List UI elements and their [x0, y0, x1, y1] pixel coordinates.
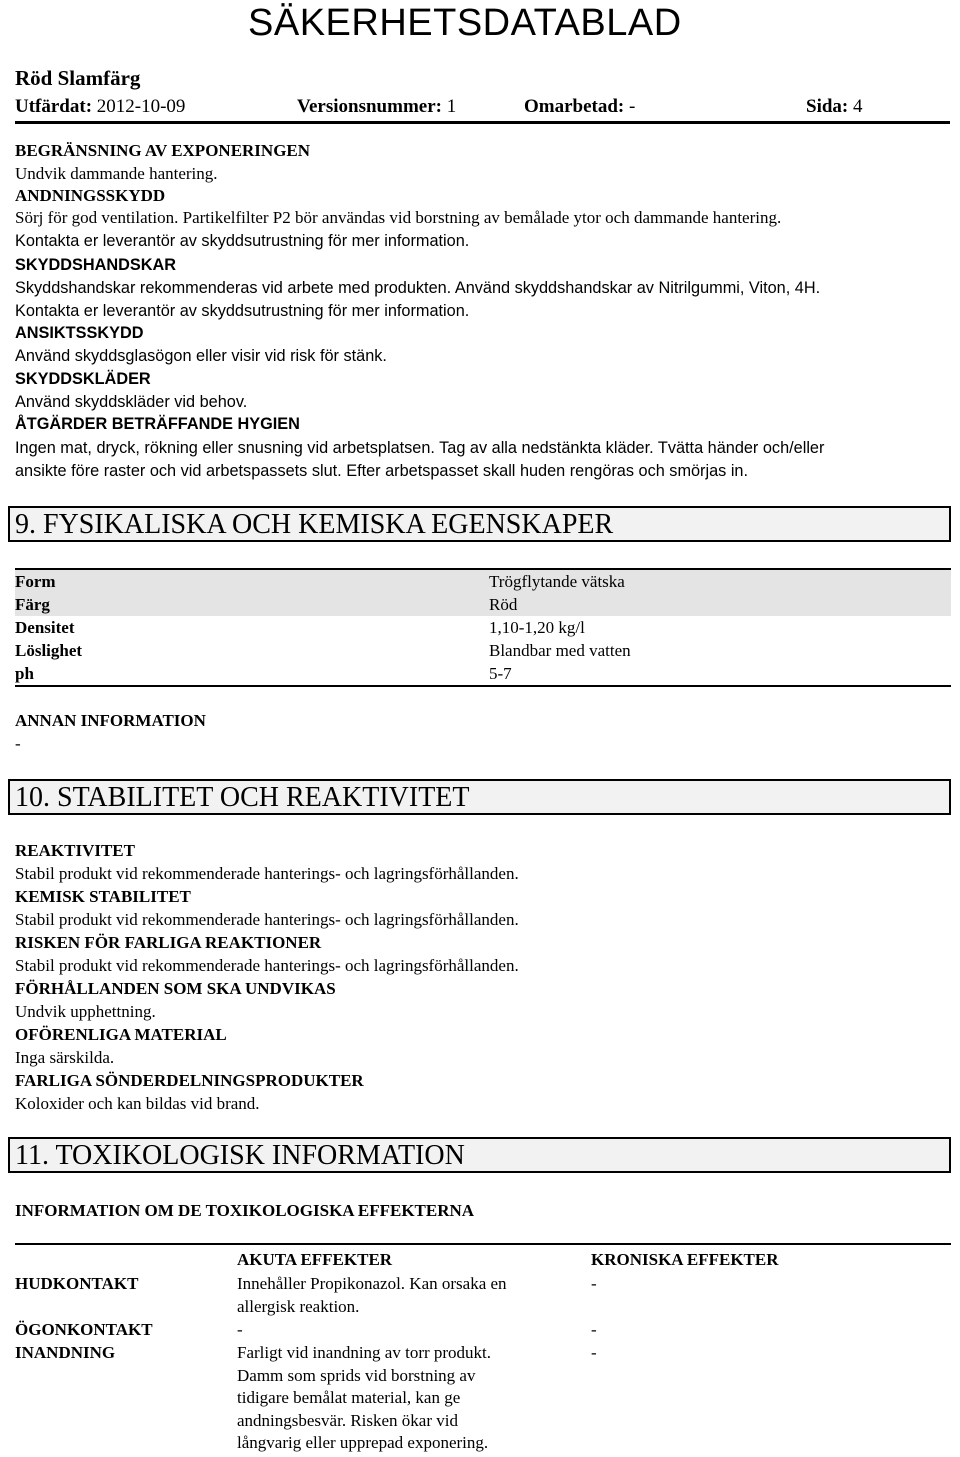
- column-header-chronic: KRONISKA EFFEKTER: [591, 1250, 779, 1269]
- version-label: Versionsnummer:: [297, 96, 442, 117]
- clothing-text: Använd skyddskläder vid behov.: [15, 393, 248, 411]
- property-row: [15, 593, 951, 616]
- eye-chronic: -: [591, 1320, 597, 1339]
- decomposition-products-text: Koloxider och kan bildas vid brand.: [15, 1094, 260, 1113]
- exposure-heading: BEGRÄNSNING AV EXPONERINGEN: [15, 141, 311, 160]
- hazardous-reactions-heading: RISKEN FÖR FARLIGA REAKTIONER: [15, 933, 322, 952]
- page-number: [806, 95, 863, 119]
- eye-acute: -: [237, 1320, 243, 1339]
- chemical-stability-heading: KEMISK STABILITET: [15, 887, 191, 906]
- other-information-heading: ANNAN INFORMATION: [15, 711, 206, 730]
- section-11-title: 11. TOXIKOLOGISK INFORMATION: [15, 1140, 465, 1171]
- product-name: Röd Slamfärg: [15, 66, 141, 90]
- exposure-text: Undvik dammande hantering.: [15, 164, 218, 183]
- version-number: [297, 95, 456, 119]
- conditions-to-avoid-text: Undvik upphettning.: [15, 1002, 156, 1021]
- property-value: 5-7: [489, 664, 512, 683]
- gloves-text-1: Skyddshandskar rekommenderas vid arbete med produkten. Använd skyddshandskar av Nitrilgummi, Viton, 4H.: [15, 279, 821, 297]
- route-inhalation: INANDNING: [15, 1343, 116, 1362]
- page-value: 4: [853, 96, 863, 117]
- property-value: Röd: [489, 595, 518, 614]
- route-eye-contact: ÖGONKONTAKT: [15, 1320, 153, 1339]
- respiratory-text-2: Kontakta er leverantör av skyddsutrustning för mer information.: [15, 232, 470, 250]
- gloves-heading: SKYDDSHANDSKAR: [15, 256, 177, 274]
- inhalation-acute-line-5: långvarig eller upprepad exponering.: [237, 1433, 489, 1452]
- skin-chronic: -: [591, 1274, 597, 1293]
- property-value: Trögflytande vätska: [489, 572, 625, 591]
- inhalation-chronic: -: [591, 1343, 597, 1362]
- header-divider: [15, 121, 950, 124]
- toxicology-table: [15, 1243, 951, 1452]
- respiratory-heading: ANDNINGSSKYDD: [15, 186, 166, 205]
- hazardous-reactions-text: Stabil produkt vid rekommenderade hanterings- och lagringsförhållanden.: [15, 956, 519, 975]
- hygiene-heading: ÅTGÄRDER BETRÄFFANDE HYGIEN: [15, 415, 300, 433]
- conditions-to-avoid-heading: FÖRHÅLLANDEN SOM SKA UNDVIKAS: [15, 979, 336, 998]
- issued-label: Utfärdat:: [15, 96, 93, 117]
- properties-table: [15, 568, 951, 687]
- page-label: Sida:: [806, 96, 849, 117]
- inhalation-acute-line-2: Damm som sprids vid borstning av: [237, 1365, 476, 1385]
- revised-label: Omarbetad:: [524, 96, 625, 117]
- property-label: Färg: [15, 595, 50, 614]
- property-row: [15, 662, 951, 685]
- chemical-stability-text: Stabil produkt vid rekommenderade hanterings- och lagringsförhållanden.: [15, 910, 519, 929]
- inhalation-acute-line-1: Farligt vid inandning av torr produkt.: [237, 1343, 492, 1362]
- reactivity-heading: REAKTIVITET: [15, 841, 135, 860]
- inhalation-acute-line-3: tidigare bemålat material, kan ge: [237, 1388, 461, 1407]
- decomposition-products-heading: FARLIGA SÖNDERDELNINGSPRODUKTER: [15, 1071, 364, 1090]
- property-row: [15, 616, 951, 639]
- face-protection-heading: ANSIKTSSKYDD: [15, 324, 144, 342]
- clothing-heading: SKYDDSKLÄDER: [15, 370, 151, 388]
- section-9-title: 9. FYSIKALISKA OCH KEMISKA EGENSKAPER: [15, 509, 614, 540]
- property-label: Form: [15, 572, 56, 591]
- toxicological-effects-heading: INFORMATION OM DE TOXIKOLOGISKA EFFEKTERNA: [15, 1201, 475, 1220]
- section-10-title: 10. STABILITET OCH REAKTIVITET: [15, 782, 470, 813]
- version-value: 1: [446, 96, 457, 117]
- property-value: 1,10-1,20 kg/l: [489, 618, 585, 637]
- skin-acute-line-1: Innehåller Propikonazol. Kan orsaka en: [237, 1274, 507, 1293]
- hygiene-text-2: ansikte före raster och vid arbetspassets slut. Efter arbetspasset skall huden rengöras och smörjas in.: [15, 462, 749, 480]
- inhalation-acute-line-4: andningsbesvär. Risken ökar vid: [237, 1410, 458, 1430]
- other-information-value: -: [15, 734, 21, 753]
- property-label: Löslighet: [15, 641, 83, 660]
- property-row: [15, 639, 951, 662]
- hygiene-text-1: Ingen mat, dryck, rökning eller snusning vid arbetsplatsen. Tag av alla nedstänkta kläder. Tvätta händer och/eller: [15, 439, 825, 457]
- column-header-acute: AKUTA EFFEKTER: [237, 1250, 393, 1269]
- section-10-header: [8, 779, 951, 815]
- route-skin-contact: HUDKONTAKT: [15, 1274, 139, 1293]
- respiratory-text-1: Sörj för god ventilation. Partikelfilter P2 bör användas vid borstning av bemålade ytor och dammande hantering.: [15, 208, 782, 227]
- section-9-header: [8, 506, 951, 542]
- revised-date: [524, 95, 635, 119]
- property-label: ph: [15, 664, 34, 683]
- skin-acute-line-2: allergisk reaktion.: [237, 1296, 360, 1316]
- incompatible-materials-text: Inga särskilda.: [15, 1048, 115, 1067]
- property-value: Blandbar med vatten: [489, 641, 631, 660]
- property-row: [15, 570, 951, 593]
- issued-value: 2012-10-09: [96, 96, 186, 117]
- incompatible-materials-heading: OFÖRENLIGA MATERIAL: [15, 1025, 227, 1044]
- document-title: SÄKERHETSDATABLAD: [248, 2, 682, 44]
- revised-value: -: [629, 96, 636, 117]
- face-protection-text: Använd skyddsglasögon eller visir vid risk för stänk.: [15, 347, 387, 365]
- section-11-header: [8, 1137, 951, 1173]
- property-label: Densitet: [15, 618, 75, 637]
- issued-date: [15, 95, 185, 119]
- reactivity-text: Stabil produkt vid rekommenderade hanterings- och lagringsförhållanden.: [15, 864, 519, 883]
- gloves-text-2: Kontakta er leverantör av skyddsutrustning för mer information.: [15, 302, 470, 320]
